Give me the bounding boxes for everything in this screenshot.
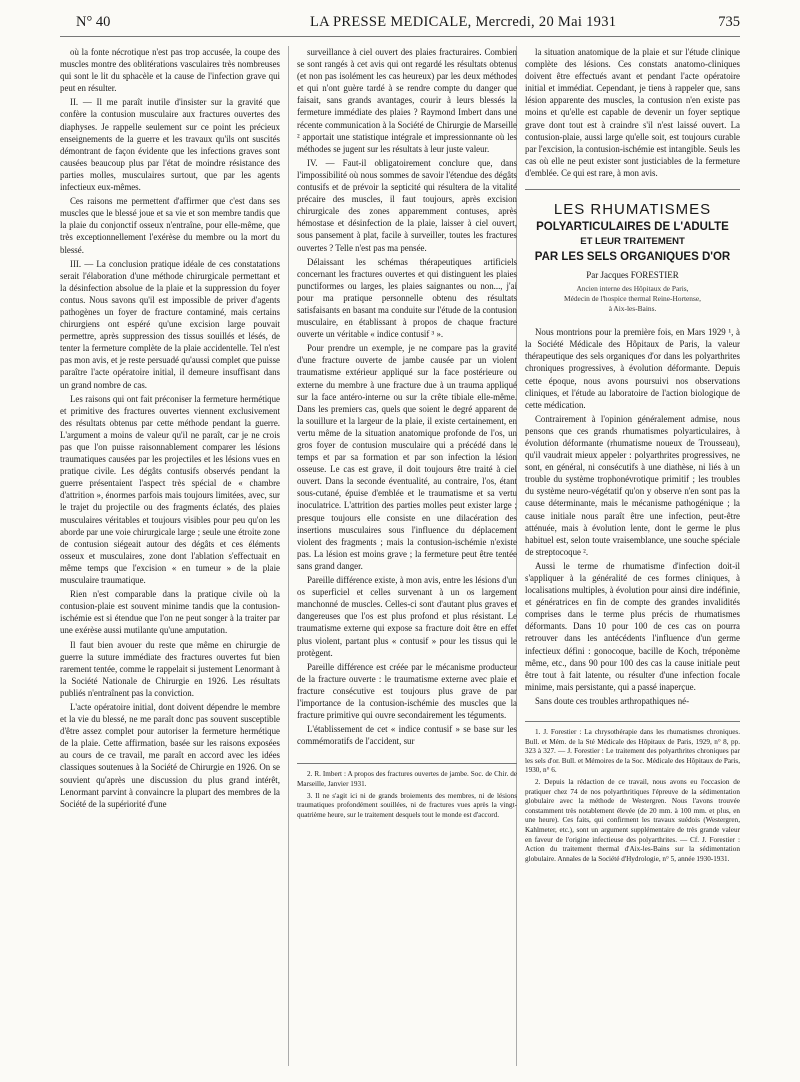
paragraph: Sans doute ces troubles arthropathiques né- <box>535 695 690 706</box>
article-author: Par Jacques FORESTIER <box>586 270 679 281</box>
journal-title: LA PRESSE MEDICALE, Mercredi, 20 Mai 1931 <box>310 14 617 30</box>
paragraph: Rien n'est comparable dans la pratique civile où la contusion-plaie est souvent minime tandis que la contusion-ischémie est si étendue que l'on ne peut songer à la traiter par une exérèse aussi mutilante qu'une amputation. <box>60 589 280 636</box>
footnote: 2. Depuis la rédaction de ce travail, nous avons eu l'occasion de pratiquer chez 74 de nos polyarthritiques l'épreuve de la sédimentation globulaire avec la méthode de Westergren. Nous l'avons trouvée constamment très notablement élevée (de 20 mm. à 100 mm. et plus, en une heure). Ces faits, qui confirment les travaux suédois (Westergren, Kahlmeter, etc.), sont un argument supplémentaire de très grande valeur en faveur de l'origine infectieuse des polyarthrites. — Cf. J. Forestier : Action du traitement thermal d'Aix-les-Bains sur la sédimentation globulaire. Annales de la Société d'Hydrologie, n° 5, année 1930-1931. <box>525 778 740 863</box>
article-title-line-2: POLYARTICULAIRES DE L'ADULTE <box>536 221 729 234</box>
article-title-line-3: ET LEUR TRAITEMENT <box>580 236 685 248</box>
footnote: 3. Il ne s'agit ici ni de grands broiements des membres, ni de lésions traumatiques profondément souillées, ni de fractures vues après la vingt-quatrième heure, sur le traitement desquels tout le monde est d'accord. <box>297 791 517 819</box>
paragraph: II. — Il me paraît inutile d'insister sur la gravité que confère la contusion musculaire aux fractures ouvertes des diaphyses. Je rappelle seulement sur ce point les précieux enseignements de la guerre et les travaux qu'ils ont suscités démontrant de façon évidente que les infections graves sont causées beaucoup plus par l'état de moindre résistance des parties molles, musculaires surtout, que par les agents infectieux eux-mêmes. <box>60 97 280 193</box>
paragraph: L'acte opératoire initial, dont doivent dépendre le membre et la vie du blessé, ne me paraît donc pas souvent susceptible d'être assez complet pour autoriser la fermeture hermétique de la plaie. Cette affirmation, basée sur les raisons exposées au cours de ce travail, me paraît en accord avec les idées classiques soutenues à la Société de Chirurgie en 1926. On se souvient qu'après une discussion du plus grand intérêt, Lenormant parvint à convaincre la plupart des membres de la Société de la supériorité d'une <box>60 701 280 809</box>
column-1 <box>60 46 280 1070</box>
column-rule <box>288 46 289 1066</box>
paragraph: Contrairement à l'opinion généralement admise, nous pensons que ces grands rhumatismes polyarticulaires, à évolution déformante (rhumatisme noueux de Trousseau), qu'il vaudrait mieux appeler : polyarthrites progressives, ne sont, en général, ni consécutifs à une diathèse, ni liés à un trouble du système trophonévrotique primitif ; les troubles du système neuro-végétatif qu'on y observe n'en sont pas la cause déterminante, mais le mécanisme pathogénique ; la cause initiale nous paraît être une infection, peut-être atténuée, mais à évolution lente, dont le germe le plus habituel est, selon toute vraisemblance, une souche spéciale de streptocoque ². <box>525 413 740 557</box>
article-title-line-1: LES RHUMATISMES <box>553 201 712 219</box>
article-title-line-4: PAR LES SELS ORGANIQUES D'OR <box>534 251 731 264</box>
paragraph: Nous montrions pour la première fois, en Mars 1929 ¹, à la Société Médicale des Hôpitaux de Paris, la valeur thérapeutique des sels organiques d'or dans les polyarthrites chroniques progressives, à évolution déformante. Depuis cette époque, nous avons poursuivi nos observations cliniques, et l'étude au laboratoire de l'action biologique de cette médication. <box>525 327 740 410</box>
column-2 <box>297 46 517 1070</box>
paragraph: Les raisons qui ont fait préconiser la fermeture hermétique et primitive des fractures ouvertes viennent exclusivement des résultats obtenus par cette méthode pendant la guerre. L'argument a moins de valeur qu'il ne paraît, car je ne crois pas que l'on puisse raisonnablement comparer les lésions traumatiques causées par les projectiles et les lésions vues en pratique civile. Les dégâts contusifs observés pendant la guerre présentaient l'aspect très spécial de « chambre d'attrition », énormes parfois mais toujours limitées, avec, sur le trajet du projectile ou des fragments éclatés, des plaies musculaires véritables et toujours visibles pour peu qu'on les aborde par une voie chirurgicale large ; seule une étroite zone de contusion siégeait autour des dégâts et ces éléments osseux et musculaires, zone dont l'ablation s'effectuait en même temps que l'excision « en tumeur » de la plaie musculaire traumatique. <box>60 393 280 586</box>
affiliation-line: Ancien interne des Hôpitaux de Paris, <box>576 284 689 294</box>
paragraph: Il faut bien avouer du reste que même en chirurgie de guerre la suture immédiate des fractures ouvertes fut bien rarement tentée, comme le rappelait si justement Lenormant à la Société Nationale de Chirurgie en 1926. Les résultats publiés n'entraînent pas la conviction. <box>60 639 280 698</box>
paragraph: Délaissant les schémas thérapeutiques artificiels concernant les fractures ouvertes et qui distinguent les plaies punctiformes ou larges, les plaies saignantes ou non..., j'ai pour ma pratique personnelle obtenu des résultats satisfaisants en basant ma conduite sur l'étude de la contusion musculaire, en établissant à propos de chaque fracture ouverte un véritable « indice contusif ³ ». <box>297 256 517 340</box>
paragraph: Pareille différence est créée par le mécanisme producteur de la fracture ouverte : le traumatisme externe avec plaie et fracture consécutive est toujours plus grave de par l'importance de la contusion-ischémie des muscles que la fracture primitive qui ouvre secondairement les téguments. <box>297 661 517 721</box>
paragraph: IV. — Faut-il obligatoirement conclure que, dans l'impossibilité où nous sommes de savoir l'étendue des dégâts contusifs et de prévoir la septicité qui résultera de la vitalité précaire des muscles, il faut toujours, après excision chirurgicale des zones apparemment contuses, après hémostase et désinfection de la plaie, laisser à ciel ouvert, sous pansement à plat, facile à surveiller, toutes les fractures ouvertes ? Telle n'est pas ma pensée. <box>297 157 517 253</box>
article-title <box>525 189 740 265</box>
column-3 <box>525 46 740 1070</box>
paragraph: Pareille différence existe, à mon avis, entre les lésions d'un os superficiel et celles survenant à un os largement manchonné de muscles. Celles-ci sont d'autant plus graves et dangereuses que l'os est plus profond et plus résistant. Le traumatisme externe qui expose sa fracture doit être en effet plus violent, partant plus « contusif » pour les tissus qui le protègent. <box>297 575 517 658</box>
paragraph: L'établissement de cet « indice contusif » se base sur les commémoratifs de l'accident, sur <box>297 724 517 747</box>
paragraph: où la fonte nécrotique n'est pas trop accusée, la coupe des muscles montre des oblitérations vasculaires très nombreuses qui sont le lit du sphacèle et la cause de l'infection grave qui peut en résulter. <box>60 47 280 94</box>
issue-number: N° 40 <box>76 14 111 30</box>
page-header <box>60 12 740 37</box>
footnote: 1. J. Forestier : La chrysothérapie dans les rhumatismes chroniques. Bull. et Mém. de la Sté Médicale des Hôpitaux de Paris, 1929, n° 8, pp. 323 à 327. — J. Forestier : Le traitement des polyarthrites chroniques par les sels d'or. Bull. et Mémoires de la Soc. Médicale des Hôpitaux de Paris, 1930, n° 6. <box>525 728 740 775</box>
footnotes <box>525 721 740 864</box>
paragraph: III. — La conclusion pratique idéale de ces constatations serait l'élaboration d'une méthode chirurgicale permettant et la désinfection absolue de la plaie et la suppression du foyer contus. Nous savons qu'il est impossible de priver d'agents pathogènes un foyer de fracture contaminé, mais certains chirurgiens ont espéré qu'une excision large pouvait permettre, après suppression des tissus souillés et lésés, de tenter la fermeture complète de la plaie accidentelle. Tel n'est pas mon avis, et je reste persuadé qu'aussi complet que puisse paraître l'acte opératoire initial, il demeure insuffisant dans un grand nombre de cas. <box>60 258 280 390</box>
paragraph: surveillance à ciel ouvert des plaies fracturaires. Combien se sont rangés à cet avis qui ont regardé les résultats obtenus (et non pas isolément les cas heureux) par les deux méthodes et qui n'ont guère tardé à se rendre compte du danger que faisait, sans grands avantages, courir à leurs blessés la fermeture immédiate des plaies ? Raymond Imbert dans une récente communication à la Société de Chirurgie de Marseille ² apportait une statistique intégrale et impressionnante où les méthodes se jugent sur les résultats à leur juste valeur. <box>297 47 517 154</box>
footnote: 2. R. Imbert : A propos des fractures ouvertes de jambe. Soc. de Chir. de Marseille, Janvier 1931. <box>297 770 517 788</box>
affiliation-line: à Aix-les-Bains. <box>608 304 657 314</box>
footnotes <box>297 763 517 820</box>
author-affiliation <box>525 284 740 314</box>
paragraph: Pour prendre un exemple, je ne compare pas la gravité d'une fracture ouverte de jambe causée par un violent traumatisme extérieur appliqué sur la face postérieure ou externe du membre à une fracture due à un trauma appliqué sur la face antéro-interne ou sur la crête tibiale elle-même. Dans les premiers cas, quels que soient le degré apparent de la souillure et la largeur de la plaie, il existe certainement, en vertu même de la situation anatomique profonde de l'os, un gros foyer de contusion musculaire qui a précédé dans le temps et par sa formation et par son infection la lésion osseuse. Le cas est grave, il doit toujours être traité à ciel ouvert. Dans la seconde éventualité, au contraire, l'os, étant sous-cutané, épuise d'emblée et le traumatisme et sa vertu inoculatrice. L'attrition des parties molles peut exister large ; presque toujours elle consiste en une dilacération des insertions musculaires sous l'influence du déplacement violent des fragments ; mais la contusion-ischémie n'existe pas. La lésion est moins grave ; la fermeture peut être tentée sans grand danger. <box>297 343 517 571</box>
paragraph: Aussi le terme de rhumatisme d'infection doit-il s'appliquer à la généralité de ces formes cliniques, à localisations multiples, à évolution pour ainsi dire indéfinie, et génératrices en fin de compte des grandes invalidités comprises dans le terme plus précis de rhumatismes déformants. Dans 10 pour 100 de ces cas on pourra retrouver dans les antécédents l'influence d'un germe infectieux défini : gonocoque, bacille de Koch, tréponème même, etc., dans 90 pour 100 des cas la cause initiale peut être tout à fait latente, ou résulter d'une infection focale minime, mais persistante, qui a passé inaperçue. <box>525 560 740 692</box>
affiliation-line: Médecin de l'hospice thermal Reine-Hortense, <box>564 294 701 304</box>
paragraph: la situation anatomique de la plaie et sur l'étude clinique complète des lésions. Ces constats anatomo-cliniques doivent être effectués avant et pendant l'acte opératoire initial et immédiat. Cependant, je tiens à rappeler que, sans lésion apparente des muscles, la contusion n'en existe pas moins et qu'elle est capable de devenir un foyer septique grave dont tout est à craindre s'il n'est laissé ouvert. La contusion-plaie, aussi large qu'elle soit, est toujours curable par l'excision, la contusion-ischémie est intangible. Seuls les cas où elle ne peut exister sont justiciables de la fermeture d'emblée. Ce qui est rare, à mon avis. <box>525 47 740 178</box>
paragraph: Ces raisons me permettent d'affirmer que c'est dans ses muscles que le blessé joue et sa vie et son membre tandis que la plaie du conjonctif osseux n'entraîne, pour elle-même, que très exceptionnellement l'exérèse du membre ou la mort du blessé. <box>60 196 280 255</box>
page-number: 735 <box>718 14 740 30</box>
